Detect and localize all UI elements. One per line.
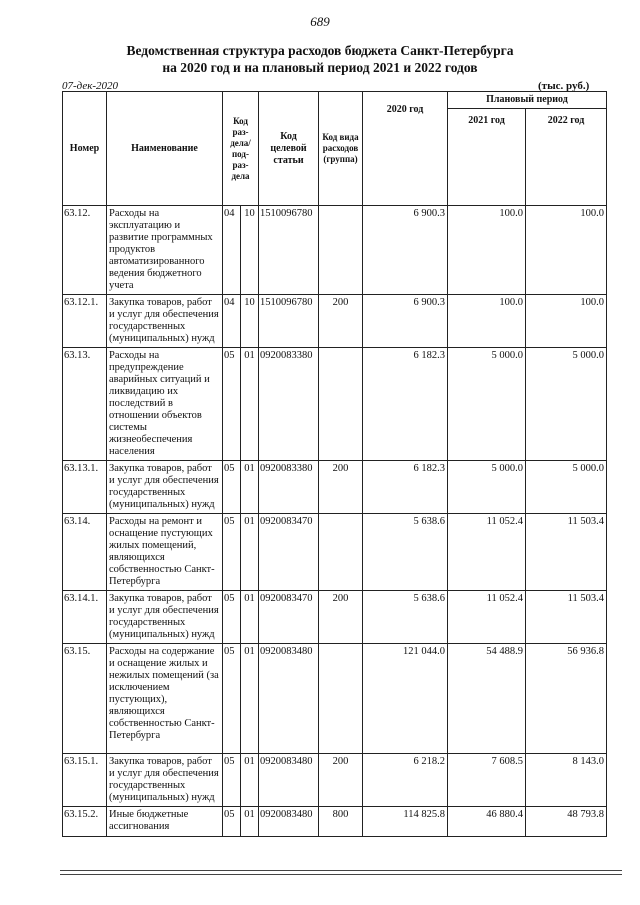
row-name: Расходы на содержание и оснащение жилых и нежилых помещений (за исключением пустующих), являющихся собственностью Санкт-Петербурга (107, 644, 223, 754)
header-number: Номер (63, 92, 107, 206)
row-value-2021: 46 880.4 (448, 807, 526, 837)
page-number: 689 (310, 14, 330, 29)
row-value-2021: 7 608.5 (448, 754, 526, 807)
row-value-2021: 54 488.9 (448, 644, 526, 754)
row-number: 63.12. (63, 206, 107, 295)
row-name: Расходы на предупреждение аварийных ситуаций и ликвидацию их последствий в отношении объектов системы жизнеобеспечения населения (107, 348, 223, 461)
row-expense-type: 200 (319, 295, 363, 348)
row-expense-type: 200 (319, 591, 363, 644)
row-value-2020: 114 825.8 (363, 807, 448, 837)
table-row (63, 461, 607, 514)
row-target-code: 0920083380 (259, 461, 319, 514)
row-subsection: 01 (241, 591, 259, 644)
document-date: 07-дек-2020 (62, 80, 119, 92)
row-value-2020: 121 044.0 (363, 644, 448, 754)
row-target-code: 0920083380 (259, 348, 319, 461)
row-expense-type: 200 (319, 461, 363, 514)
row-value-2022: 48 793.8 (526, 807, 607, 837)
row-value-2022: 11 503.4 (526, 591, 607, 644)
header-target: Код целевой статьи (259, 92, 319, 206)
header-2021: 2021 год (448, 109, 526, 206)
row-value-2020: 5 638.6 (363, 514, 448, 591)
row-expense-type: 200 (319, 754, 363, 807)
row-expense-type: 800 (319, 807, 363, 837)
table-row (63, 348, 607, 461)
table-row (63, 591, 607, 644)
row-expense-type (319, 206, 363, 295)
row-value-2022: 5 000.0 (526, 348, 607, 461)
row-target-code: 0920083470 (259, 514, 319, 591)
row-value-2021: 11 052.4 (448, 591, 526, 644)
row-target-code: 1510096780 (259, 206, 319, 295)
row-subsection: 01 (241, 348, 259, 461)
row-section: 05 (223, 754, 241, 807)
title-line-2: на 2020 год и на плановый период 2021 и 2022 годов (162, 60, 478, 75)
row-value-2022: 100.0 (526, 295, 607, 348)
header-2022: 2022 год (526, 109, 607, 206)
header-row-1 (63, 92, 607, 109)
footer-rule-1 (60, 870, 622, 871)
row-value-2021: 5 000.0 (448, 348, 526, 461)
row-value-2022: 5 000.0 (526, 461, 607, 514)
budget-table (62, 91, 607, 837)
row-value-2021: 11 052.4 (448, 514, 526, 591)
row-number: 63.14.1. (63, 591, 107, 644)
row-subsection: 01 (241, 514, 259, 591)
row-section: 05 (223, 591, 241, 644)
row-section: 04 (223, 206, 241, 295)
row-subsection: 01 (241, 754, 259, 807)
row-number: 63.15. (63, 644, 107, 754)
row-name: Закупка товаров, работ и услуг для обеспечения государственных (муниципальных) нужд (107, 754, 223, 807)
row-value-2021: 100.0 (448, 206, 526, 295)
header-section: Код раз-дела/ под-раз-дела (223, 92, 259, 206)
row-subsection: 01 (241, 644, 259, 754)
row-section: 05 (223, 807, 241, 837)
row-section: 05 (223, 644, 241, 754)
title-line-1: Ведомственная структура расходов бюджета Санкт-Петербурга (126, 43, 514, 58)
row-name: Закупка товаров, работ и услуг для обеспечения государственных (муниципальных) нужд (107, 591, 223, 644)
row-name: Иные бюджетные ассигнования (107, 807, 223, 837)
row-subsection: 01 (241, 807, 259, 837)
row-value-2020: 6 218.2 (363, 754, 448, 807)
row-value-2022: 8 143.0 (526, 754, 607, 807)
table-row (63, 295, 607, 348)
row-value-2022: 56 936.8 (526, 644, 607, 754)
row-number: 63.15.1. (63, 754, 107, 807)
row-expense-type (319, 348, 363, 461)
row-value-2020: 6 900.3 (363, 295, 448, 348)
table-row (63, 644, 607, 754)
budget-table-wrap (62, 91, 607, 837)
footer-rule-2 (60, 874, 622, 875)
table-row (63, 807, 607, 837)
row-number: 63.14. (63, 514, 107, 591)
row-expense-type (319, 644, 363, 754)
row-name: Закупка товаров, работ и услуг для обеспечения государственных (муниципальных) нужд (107, 461, 223, 514)
row-subsection: 10 (241, 295, 259, 348)
row-expense-type (319, 514, 363, 591)
document-title (0, 42, 640, 76)
header-planned-period: Плановый период (448, 92, 607, 109)
table-body (63, 206, 607, 837)
table-row (63, 206, 607, 295)
row-section: 05 (223, 461, 241, 514)
row-subsection: 10 (241, 206, 259, 295)
row-number: 63.13.1. (63, 461, 107, 514)
row-value-2020: 6 900.3 (363, 206, 448, 295)
row-target-code: 0920083480 (259, 807, 319, 837)
row-value-2020: 6 182.3 (363, 461, 448, 514)
row-section: 05 (223, 348, 241, 461)
header-2020: 2020 год (363, 92, 448, 206)
row-name: Расходы на ремонт и оснащение пустующих жилых помещений, являющихся собственностью Санкт-Петербурга (107, 514, 223, 591)
row-value-2021: 100.0 (448, 295, 526, 348)
row-value-2021: 5 000.0 (448, 461, 526, 514)
row-target-code: 0920083480 (259, 644, 319, 754)
table-row (63, 514, 607, 591)
row-subsection: 01 (241, 461, 259, 514)
row-name: Расходы на эксплуатацию и развитие программных продуктов автоматизированного ведения бюджетного учета (107, 206, 223, 295)
table-row (63, 754, 607, 807)
row-value-2022: 100.0 (526, 206, 607, 295)
row-value-2020: 5 638.6 (363, 591, 448, 644)
row-name: Закупка товаров, работ и услуг для обеспечения государственных (муниципальных) нужд (107, 295, 223, 348)
row-section: 05 (223, 514, 241, 591)
row-target-code: 1510096780 (259, 295, 319, 348)
header-expense-type: Код вида расходов (группа) (319, 92, 363, 206)
row-number: 63.12.1. (63, 295, 107, 348)
row-number: 63.13. (63, 348, 107, 461)
row-value-2020: 6 182.3 (363, 348, 448, 461)
units-label: (тыс. руб.) (538, 80, 590, 92)
row-value-2022: 11 503.4 (526, 514, 607, 591)
header-name: Наименование (107, 92, 223, 206)
row-target-code: 0920083480 (259, 754, 319, 807)
row-target-code: 0920083470 (259, 591, 319, 644)
row-section: 04 (223, 295, 241, 348)
row-number: 63.15.2. (63, 807, 107, 837)
